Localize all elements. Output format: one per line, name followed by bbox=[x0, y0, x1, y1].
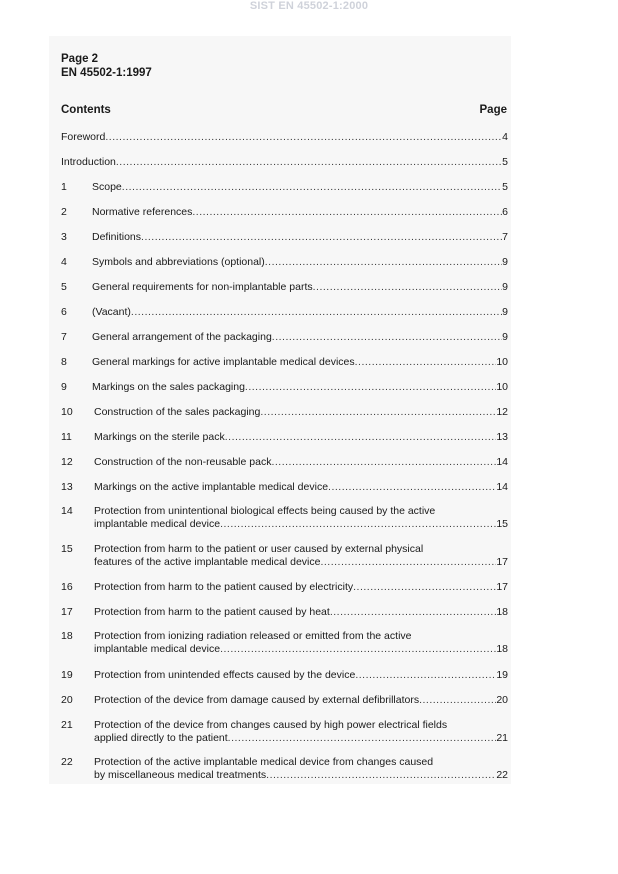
toc-entry-page: 10 bbox=[496, 381, 508, 393]
toc-entry-body bbox=[94, 505, 508, 531]
toc-leader-dots bbox=[355, 669, 496, 682]
toc-leader-dots bbox=[116, 156, 502, 169]
toc-entry-body bbox=[94, 581, 508, 594]
toc-entry-page: 10 bbox=[496, 356, 508, 368]
toc-entry-title: Protection from harm to the patient caused by heat bbox=[94, 606, 330, 618]
toc-entry-body bbox=[92, 331, 508, 344]
toc-entry-title: implantable medical device bbox=[94, 643, 221, 655]
toc-entry-body bbox=[92, 206, 508, 219]
toc-entry-title: features of the active implantable medical device bbox=[94, 556, 321, 568]
toc-entry-page: 5 bbox=[502, 181, 508, 193]
toc-leader-dots bbox=[313, 281, 503, 294]
toc-leader-dots bbox=[320, 556, 496, 569]
toc-leader-dots bbox=[353, 581, 496, 594]
toc-entry-body bbox=[94, 694, 508, 707]
toc-entry-page: 18 bbox=[496, 643, 508, 655]
toc-entry-body bbox=[94, 630, 508, 656]
toc-entry-title-line: Protection from harm to the patient or user caused by external physical bbox=[94, 543, 424, 555]
toc-entry-title-line: Protection from ionizing radiation released or emitted from the active bbox=[94, 630, 412, 642]
toc-entry-title: Normative references bbox=[92, 206, 193, 218]
toc-entry-title: applied directly to the patient bbox=[94, 732, 228, 744]
toc-entry-body bbox=[92, 256, 508, 269]
toc-entry-body bbox=[94, 481, 508, 494]
toc-entry-title: Foreword bbox=[61, 131, 106, 143]
toc-entry-title: Construction of the sales packaging bbox=[94, 406, 261, 418]
toc-leader-dots bbox=[131, 306, 502, 319]
toc-leader-dots bbox=[265, 256, 502, 269]
toc-entry-number: 10 bbox=[61, 406, 73, 418]
toc-entry-page: 17 bbox=[496, 556, 508, 568]
standard-id: EN 45502-1:1997 bbox=[61, 67, 152, 79]
toc-entry-body bbox=[94, 543, 508, 569]
toc-entry-body bbox=[94, 756, 508, 782]
toc-entry-title: Protection from unintended effects caused by the device bbox=[94, 669, 356, 681]
toc-entry-title: Construction of the non-reusable pack bbox=[94, 456, 272, 468]
toc-leader-dots bbox=[105, 131, 502, 144]
toc-entry-title: by miscellaneous medical treatments bbox=[94, 769, 267, 781]
toc-entry-number: 4 bbox=[61, 256, 67, 268]
toc-entry-number: 20 bbox=[61, 694, 73, 706]
toc-entry-title-line: Protection of the device from changes caused by high power electrical fields bbox=[94, 719, 448, 731]
toc-entry-title: General arrangement of the packaging bbox=[92, 331, 272, 343]
toc-entry-page: 9 bbox=[502, 306, 508, 318]
toc-entry-page: 17 bbox=[496, 581, 508, 593]
toc-entry-number: 6 bbox=[61, 306, 67, 318]
toc-entry-number: 17 bbox=[61, 606, 73, 618]
toc-leader-dots bbox=[245, 381, 496, 394]
toc-entry-number: 21 bbox=[61, 719, 73, 731]
toc-entry-number: 16 bbox=[61, 581, 73, 593]
toc-entry-number: 7 bbox=[61, 331, 67, 343]
toc-entry-body bbox=[92, 181, 508, 194]
toc-entry-number: 1 bbox=[61, 181, 67, 193]
toc-entry-number: 2 bbox=[61, 206, 67, 218]
toc-entry-body bbox=[61, 156, 508, 169]
toc-entry-title: (Vacant) bbox=[92, 306, 131, 318]
toc-entry-body bbox=[94, 406, 508, 419]
toc-entry-title: Protection from harm to the patient caused by electricity bbox=[94, 581, 354, 593]
toc-entry-page: 7 bbox=[502, 231, 508, 243]
toc-entry-page: 19 bbox=[496, 669, 508, 681]
toc-entry-title: Markings on the active implantable medical device bbox=[94, 481, 329, 493]
contents-title: Contents bbox=[61, 104, 111, 116]
toc-leader-dots bbox=[271, 456, 496, 469]
toc-entry-body bbox=[92, 381, 508, 394]
toc-leader-dots bbox=[141, 231, 502, 244]
toc-entry-number: 22 bbox=[61, 756, 73, 768]
toc-leader-dots bbox=[419, 694, 496, 707]
toc-entry-number: 8 bbox=[61, 356, 67, 368]
toc-entry-page: 18 bbox=[496, 606, 508, 618]
toc-entry-title: implantable medical device bbox=[94, 518, 221, 530]
toc-entry-number: 12 bbox=[61, 456, 73, 468]
page-number: Page 2 bbox=[61, 53, 99, 65]
toc-entry-title: General requirements for non-implantable parts bbox=[92, 281, 313, 293]
toc-entry-body bbox=[94, 431, 508, 444]
toc-entry-title: Protection of the device from damage caused by external defibrillators bbox=[94, 694, 420, 706]
toc-leader-dots bbox=[228, 732, 497, 745]
toc-leader-dots bbox=[225, 431, 497, 444]
document-page bbox=[49, 36, 511, 784]
toc-leader-dots bbox=[266, 769, 496, 782]
toc-entry-page: 21 bbox=[496, 732, 508, 744]
toc-entry-page: 4 bbox=[502, 131, 508, 143]
toc-entry-page: 22 bbox=[496, 769, 508, 781]
toc-entry-title: Markings on the sales packaging bbox=[92, 381, 245, 393]
contents-page-label: Page bbox=[479, 104, 507, 116]
toc-entry-page: 13 bbox=[496, 431, 508, 443]
toc-entry-number: 14 bbox=[61, 505, 73, 517]
toc-leader-dots bbox=[355, 356, 497, 369]
toc-entry-page: 20 bbox=[496, 694, 508, 706]
watermark: SIST EN 45502-1:2000 bbox=[249, 0, 369, 12]
toc-entry-title: General markings for active implantable medical devices bbox=[92, 356, 355, 368]
toc-leader-dots bbox=[272, 331, 502, 344]
toc-entry-number: 5 bbox=[61, 281, 67, 293]
toc-entry-page: 6 bbox=[502, 206, 508, 218]
toc-leader-dots bbox=[328, 481, 496, 494]
toc-leader-dots bbox=[220, 518, 496, 531]
toc-entry-page: 9 bbox=[502, 331, 508, 343]
toc-entry-title: Scope bbox=[92, 181, 122, 193]
toc-entry-number: 11 bbox=[61, 431, 72, 443]
toc-entry-page: 5 bbox=[502, 156, 508, 168]
toc-entry-page: 14 bbox=[496, 481, 508, 493]
toc-entry-number: 3 bbox=[61, 231, 67, 243]
toc-entry-body bbox=[92, 281, 508, 294]
toc-leader-dots bbox=[330, 606, 497, 619]
toc-entry-title: Markings on the sterile pack bbox=[94, 431, 225, 443]
toc-leader-dots bbox=[260, 406, 496, 419]
toc-leader-dots bbox=[192, 206, 502, 219]
toc-entry-number: 18 bbox=[61, 630, 73, 642]
toc-entry-number: 19 bbox=[61, 669, 73, 681]
toc-entry-body bbox=[94, 669, 508, 682]
toc-leader-dots bbox=[220, 643, 496, 656]
toc-entry-page: 9 bbox=[502, 281, 508, 293]
toc-entry-page: 15 bbox=[496, 518, 508, 530]
toc-entry-page: 9 bbox=[502, 256, 508, 268]
toc-entry-body bbox=[92, 356, 508, 369]
toc-entry-title: Introduction bbox=[61, 156, 116, 168]
toc-entry-body bbox=[94, 606, 508, 619]
toc-entry-title-line: Protection of the active implantable medical device from changes caused bbox=[94, 756, 434, 768]
toc-entry-number: 15 bbox=[61, 543, 73, 555]
toc-leader-dots bbox=[122, 181, 502, 194]
toc-entry-body bbox=[92, 231, 508, 244]
toc-entry-number: 9 bbox=[61, 381, 67, 393]
toc-entry-body bbox=[94, 456, 508, 469]
toc-entry-body bbox=[92, 306, 508, 319]
toc-entry-page: 12 bbox=[496, 406, 508, 418]
toc-entry-title-line: Protection from unintentional biological effects being caused by the active bbox=[94, 505, 436, 517]
toc-entry-title: Symbols and abbreviations (optional) bbox=[92, 256, 265, 268]
contents-header bbox=[61, 104, 507, 116]
toc-entry-page: 14 bbox=[496, 456, 508, 468]
toc-entry-body bbox=[94, 719, 508, 745]
toc-entry-number: 13 bbox=[61, 481, 73, 493]
toc-entry-body bbox=[61, 131, 508, 144]
toc-entry-title: Definitions bbox=[92, 231, 142, 243]
